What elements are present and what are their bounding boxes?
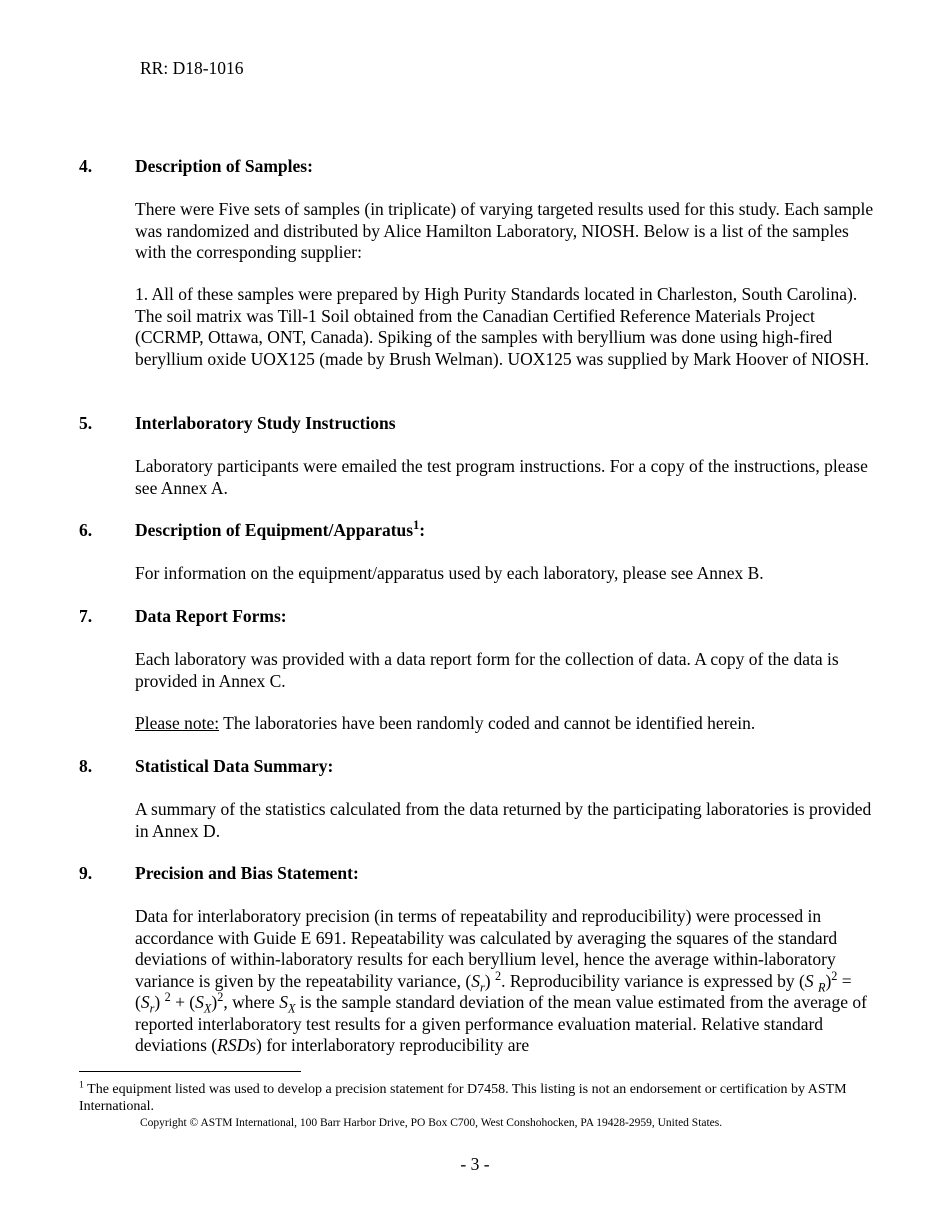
section-5-title: Interlaboratory Study Instructions — [135, 413, 396, 433]
subscript-X: X — [287, 1001, 296, 1016]
text-run: Data for interlaboratory precision (in terms of repeatability and reproducibility) were processed in accordance with Guide E 691. Repeatability was calculated by averaging the squares of the standard deviations of within-laboratory results for each beryllium level, hence the average within-laboratory variance is given by the repeatability variance, ( — [135, 906, 838, 991]
subscript-r: r — [149, 1001, 155, 1016]
section-8-paragraph: A summary of the statistics calculated from the data returned by the participating laboratories is provided in Annex D. — [135, 799, 872, 841]
text-run: is the sample standard deviation of the mean value estimated from the average of reported interlaboratory test results for a given performance evaluation material. Relative standard deviations ( — [135, 992, 867, 1055]
exponent: 2 — [217, 990, 224, 1005]
footnote-reference: 1 — [413, 518, 420, 533]
section-4-paragraph-1: There were Five sets of samples (in triplicate) of varying targeted results used for this study. Each sample was randomized and distributed by Alice Hamilton Laboratory, NIOSH. Below is a list of the samples with the corresponding supplier: — [135, 199, 874, 262]
subscript-X: X — [203, 1001, 212, 1016]
section-6-title-colon: : — [419, 520, 426, 540]
document-reference: RR: D18-1016 — [140, 58, 244, 78]
section-4-paragraph-2: 1. All of these samples were prepared by High Purity Standards located in Charleston, South Carolina). The soil matrix was Till-1 Soil obtained from the Canadian Certified Reference Materials Project (CCRMP, Ottawa, ONT, Canada). Spiking of the samples with beryllium was done using high-fired beryllium oxide UOX125 (made by Brush Welman). UOX125 was supplied by Mark Hoover of NIOSH. — [135, 284, 870, 369]
section-4-number: 4. — [79, 156, 93, 176]
exponent: 2 — [164, 990, 171, 1005]
text-run: . Reproducibility variance is expressed by ( — [501, 970, 805, 991]
section-8-number: 8. — [79, 756, 93, 776]
section-5-number: 5. — [79, 413, 93, 433]
symbol-s: S — [140, 992, 150, 1012]
text-run: + ( — [170, 992, 196, 1012]
text-run: = ( — [135, 970, 852, 1012]
text-run: , where — [223, 992, 280, 1012]
symbol-s: S — [279, 992, 288, 1012]
section-6-paragraph: For information on the equipment/apparatus used by each laboratory, please see Annex B. — [135, 563, 764, 583]
section-9-title: Precision and Bias Statement: — [135, 863, 359, 883]
exponent: 2 — [831, 968, 838, 983]
section-7-number: 7. — [79, 606, 93, 626]
symbol-s: S — [471, 970, 480, 991]
footnote-divider — [79, 1071, 301, 1072]
exponent: 2 — [494, 968, 502, 983]
subscript-R: R — [817, 980, 826, 994]
section-6-number: 6. — [79, 520, 93, 540]
subscript-r: r — [479, 980, 485, 994]
section-9-paragraph: Data for interlaboratory precision (in terms of repeatability and reproducibility) were processed in accordance with Guide E 691. Repeatability was calculated by averaging the squares of the standard deviations of within-laboratory results for each beryllium level, hence the average within-laboratory variance is given by the repeatability variance, $(S_r)$ $^2$. Reproducibility variance is expressed by (S $_R)^2 = (S_r) ^2 + (S_X)^2$, where $S_X$ is the sample standard deviation of the mean value estimated from the average of reported interlaboratory test results for a given performance evaluation material. Relative standard deviations (RSDs) for interlaboratory reproducibility are — [135, 906, 867, 1055]
section-9-number: 9. — [79, 863, 93, 883]
section-5-paragraph: Laboratory participants were emailed the test program instructions. For a copy of the instructions, please see Annex A. — [135, 456, 868, 498]
symbol-s: S — [804, 970, 814, 991]
section-6-title-text: Description of Equipment/Apparatus — [135, 520, 414, 540]
copyright-notice: Copyright © ASTM International, 100 Barr Harbor Drive, PO Box C700, West Conshohocken, PA 19428-2959, United States. — [140, 1117, 723, 1129]
footnote — [79, 1081, 879, 1115]
section-6-title — [135, 520, 425, 541]
rsds-term: RSDs — [217, 1035, 257, 1055]
section-7-note — [135, 713, 875, 735]
page-number: - 3 - — [460, 1154, 490, 1174]
text-run: ) for interlaboratory reproducibility are — [256, 1035, 530, 1055]
footnote-marker: 1 — [79, 1079, 84, 1091]
section-7-title: Data Report Forms: — [135, 606, 287, 626]
section-8-title: Statistical Data Summary: — [135, 756, 334, 776]
note-text: The laboratories have been randomly coded and cannot be identified herein. — [219, 713, 756, 733]
section-7-paragraph: Each laboratory was provided with a data report form for the collection of data. A copy of the data is provided in Annex C. — [135, 649, 839, 691]
section-4-title: Description of Samples: — [135, 156, 313, 176]
note-label: Please note: — [135, 713, 220, 733]
footnote-text: The equipment listed was used to develop a precision statement for D7458. This listing is not an endorsement or certification by ASTM International. — [79, 1082, 847, 1114]
symbol-s: S — [195, 992, 204, 1012]
